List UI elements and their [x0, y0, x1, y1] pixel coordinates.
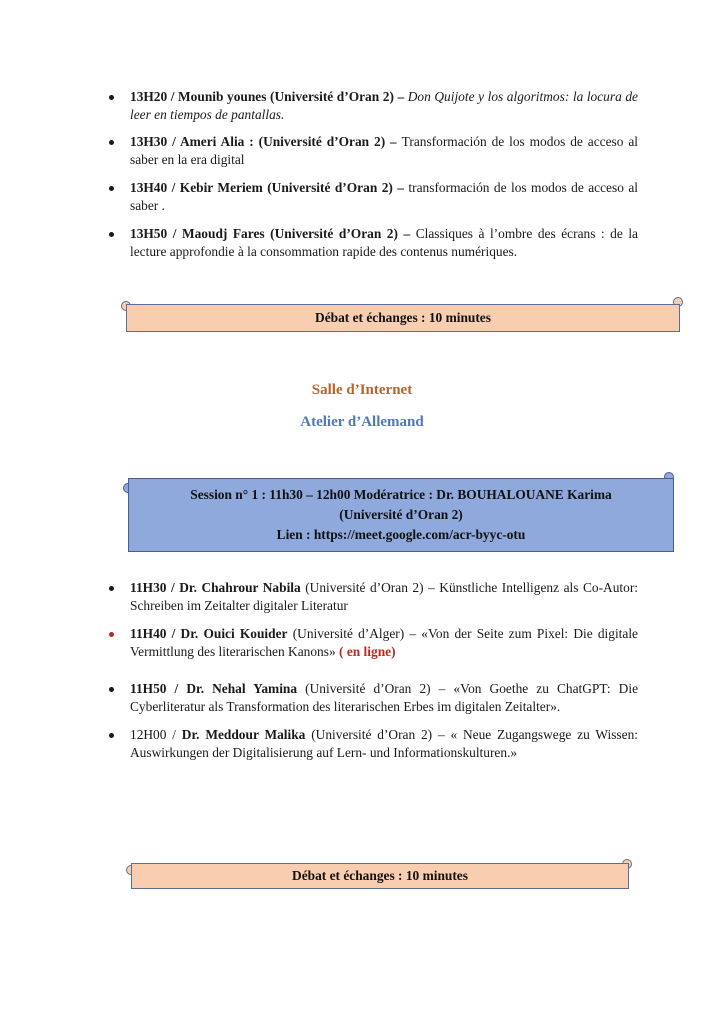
talk-title: – «Von der Seite zum Pixel: Die digitale Vermittlung des literarischen Kanons»	[130, 626, 638, 659]
debate-banner-label: Débat et échanges : 10 minutes	[131, 863, 629, 889]
bullet-icon	[109, 232, 114, 237]
speaker: Dr. Ouici Kouider	[180, 626, 288, 641]
affiliation: (Université d’Oran 2)	[305, 580, 424, 595]
session-info	[128, 478, 674, 552]
speaker: Dr. Nehal Yamina	[186, 681, 298, 696]
session-link[interactable]: Lien : https://meet.google.com/acr-byyc-otu	[276, 527, 526, 542]
session-affiliation: (Université d’Oran 2)	[339, 507, 463, 522]
online-tag: ( en ligne)	[339, 644, 396, 659]
talk-title: Don Quijote y los algoritmos: la locura de leer en tiempos de pantallas.	[130, 89, 638, 122]
speaker: Kebir Meriem	[179, 180, 263, 195]
talk-title: – «Von Goethe zu ChatGPT: Die Cyberliteratur als Transformation des literarischen Erbes im digitalen Zeitalter».	[130, 681, 639, 714]
affiliation: (Université d’Oran 2)	[258, 134, 386, 149]
debate-banner-label: Débat et échanges : 10 minutes	[126, 304, 680, 332]
time: 13H30	[130, 134, 168, 149]
speaker: Mounib younes	[178, 89, 267, 104]
affiliation: (Université d’Oran 2)	[267, 180, 393, 195]
speaker: Maoudj Fares	[181, 226, 265, 241]
time: 12H00 /	[130, 727, 176, 742]
room-title: Salle d’Internet	[311, 382, 413, 398]
time: 11H50 /	[130, 681, 179, 696]
bullet-icon	[109, 186, 114, 191]
talk-title: – Künstliche Intelligenz als Co-Autor: Schreiben im Zeitalter digitaler Literatur	[130, 580, 638, 613]
bullet-icon	[109, 733, 114, 738]
session-moderator: Session n° 1 : 11h30 – 12h00 Modératrice : Dr. BOUHALOUANE Karima	[190, 487, 612, 502]
affiliation: (Université d’Oran 2)	[311, 727, 433, 742]
bullet-icon	[109, 632, 114, 637]
time: 13H40	[130, 180, 168, 195]
time: 11H30 /	[130, 580, 175, 595]
time: 13H50	[130, 226, 168, 241]
workshop-title: Atelier d’Allemand	[300, 414, 424, 430]
speaker: Dr. Chahrour Nabila	[179, 580, 301, 595]
talk-title: transformación de los modos de acceso al saber .	[130, 180, 639, 213]
speaker: Dr. Meddour Malika	[181, 727, 306, 742]
talk-title: Classiques à l’ombre des écrans : de la lecture approfondie à la consommation rapide des contenus numériques.	[130, 226, 638, 259]
speaker: Ameri Alia :	[179, 134, 254, 149]
affiliation: (Université d’Oran 2)	[270, 226, 398, 241]
affiliation: (Université d’Alger)	[292, 626, 405, 641]
bullet-icon	[109, 95, 114, 100]
time: 13H20	[130, 89, 168, 104]
bullet-icon	[109, 140, 114, 145]
affiliation: (Université d’Oran 2)	[305, 681, 431, 696]
time: 11H40 /	[130, 626, 176, 641]
talk-title: Transformación de los modos de acceso al saber en la era digital	[130, 134, 638, 167]
bullet-icon	[109, 586, 114, 591]
affiliation: (Université d’Oran 2)	[270, 89, 394, 104]
talk-title: – « Neue Zugangswege zu Wissen: Auswirkungen der Digitalisierung auf Lern- und Informationskulturen.»	[130, 727, 638, 760]
bullet-icon	[109, 687, 114, 692]
